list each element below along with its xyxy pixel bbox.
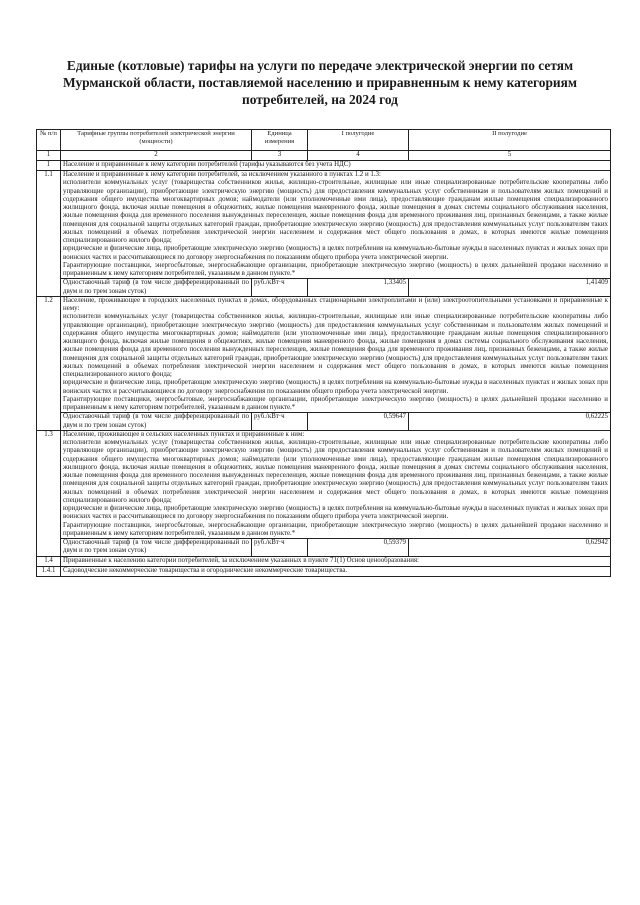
header-h1: I полугодие	[308, 130, 409, 151]
table-row	[37, 430, 611, 538]
description-paragraph: Гарантирующие поставщики, энергосбытовые, энергоснабжающие организации, приобретающие электрическую энергию (мощность) в целях дальнейшей продажи населению и приравненным к нему категориям потребителей, указанным в данном пункте.*	[63, 395, 608, 411]
description-paragraph: Население, проживающее в сельских населенных пунктах и приравненные к ним:	[63, 430, 305, 438]
index-cell: 1	[37, 151, 61, 161]
header-unit: Единица измерения	[252, 130, 308, 151]
row-number: 1.4.1	[37, 566, 61, 576]
tariff-row	[37, 279, 611, 297]
description-paragraph: юридические и физические лица, приобретающие электрическую энергию (мощность) в целях потребления на коммунально-бытовые нужды в населенных пунктах и жилых зонах при воинских частях и рассчитывающиеся по договору энергоснабжения по показаниям общего прибора учета электрической энергии.	[63, 379, 608, 395]
tariff-type: Одноставочный тариф (в том числе дифференцированный по двум и по трем зонам суток)	[61, 279, 252, 297]
description-paragraph: Население и приравненные к нему категории потребителей, за исключением указанного в пунктах 1.2 и 1.3:	[63, 171, 381, 178]
description-paragraph: юридические и физические лица, приобретающие электрическую энергию (мощность) в целях потребления на коммунально-бытовые нужды в населенных пунктах и жилых зонах при воинских частях и рассчитывающиеся по договору энергоснабжения по показаниям общего прибора учета электрической энергии.	[63, 505, 608, 521]
row-description: Приравненные к населению категории потребителей, за исключением указанных в пункте 71(1) Основ ценообразования:	[61, 556, 611, 566]
table-row	[37, 296, 611, 413]
tariff-type: Одноставочный тариф (в том числе дифференцированный по двум и по трем зонам суток)	[61, 539, 252, 557]
value-h2: 0,62942	[409, 539, 611, 557]
row-description	[61, 430, 611, 538]
row-number: 1	[37, 161, 61, 171]
section-text: Население и приравненные к нему категории потребителей (тарифы указываются без учета НДС)	[61, 161, 611, 171]
section-row	[37, 161, 611, 171]
description-paragraph: исполнители коммунальных услуг (товарищества собственников жилья, жилищно-строительные, жилищные или иные специализированные потребительские кооперативы либо управляющие организации), приобретающие электрическую энергию (мощность) для предоставления коммунальных услуг собственникам и пользователям жилых помещений и содержания общего имущества многоквартирных домов; наймодатели (или уполномоченные ими лица), предоставляющие гражданам жилые помещения специализированного жилищного фонда, включая жилые помещения в общежитиях, жилые помещения маневренного фонда, жилые помещения в домах системы социального обслуживания населения, жилые помещения фонда для временного поселения вынужденных переселенцев, жилые помещения фонда для временного проживания лиц, признанных беженцами, а также жилые помещения для социальной защиты отдельных категорий граждан, приобретающие электрическую энергию (мощность) для предоставления коммунальных услуг пользователям таких жилых помещений в объемах потребления электрической энергии населением и содержания мест общего пользования в домах, в которых имеются жилые помещения специализированного жилого фонда;	[63, 179, 608, 244]
header-h2: II полугодие	[409, 130, 611, 151]
row-number: 1.4	[37, 556, 61, 566]
tariff-table	[36, 129, 611, 577]
page-title: Единые (котловые) тарифы на услуги по передаче электрической энергии по сетям Мурманской области, поставляемой населению и приравненным к нему категориям потребителей, на 2024 год	[62, 58, 578, 107]
row-description	[61, 171, 611, 279]
tariff-row	[37, 413, 611, 431]
unit-cell: руб./кВт·ч	[252, 539, 308, 557]
value-h1: 0,59647	[308, 413, 409, 431]
value-h1: 0,59379	[308, 539, 409, 557]
row-description: Садоводческие некоммерческие товарищества и огороднические некоммерческие товарищества.	[61, 566, 611, 576]
description-paragraph: Гарантирующие поставщики, энергосбытовые, энергоснабжающие организации, приобретающие электрическую энергию (мощность) в целях дальнейшей продажи населению и приравненным к нему категориям потребителей, указанным в данном пункте.*	[63, 521, 608, 537]
index-cell: 5	[409, 151, 611, 161]
description-paragraph: юридические и физические лица, приобретающие электрическую энергию (мощность) в целях потребления на коммунально-бытовые нужды в населенных пунктах и жилых зонах при воинских частях и рассчитывающиеся по договору энергоснабжения по показаниям общего прибора учета электрической энергии.	[63, 245, 608, 261]
header-row	[37, 130, 611, 151]
header-num: № п/п	[37, 130, 61, 151]
index-cell: 3	[252, 151, 308, 161]
value-h1: 1,33405	[308, 279, 409, 297]
unit-cell: руб./кВт·ч	[252, 279, 308, 297]
index-cell: 2	[61, 151, 252, 161]
value-h2: 0,62225	[409, 413, 611, 431]
unit-cell: руб./кВт·ч	[252, 413, 308, 431]
table-row	[37, 566, 611, 576]
tariff-row	[37, 539, 611, 557]
description-paragraph: Гарантирующие поставщики, энергосбытовые, энергоснабжающие организации, приобретающие электрическую энергию (мощность) в целях дальнейшей продажи населению и приравненным к нему категориям потребителей, указанным в данном пункте.*	[63, 261, 608, 277]
value-h2: 1,41409	[409, 279, 611, 297]
table-row	[37, 171, 611, 279]
description-paragraph: исполнители коммунальных услуг (товарищества собственников жилья, жилищно-строительные, жилищные или иные специализированные потребительские кооперативы либо управляющие организации), приобретающие электрическую энергию (мощность) для предоставления коммунальных услуг собственникам и пользователям жилых помещений и содержания общего имущества многоквартирных домов; наймодатели (или уполномоченные ими лица), предоставляющие гражданам жилые помещения специализированного жилищного фонда, включая жилые помещения в общежитиях, жилые помещения маневренного фонда, жилые помещения в домах системы социального обслуживания населения, жилые помещения фонда для временного поселения вынужденных переселенцев, жилые помещения фонда для временного проживания лиц, признанных беженцами, а также жилые помещения для социальной защиты отдельных категорий граждан, приобретающие электрическую энергию (мощность) для предоставления коммунальных услуг пользователям таких жилых помещений в объемах потребления электрической энергии населением и содержания мест общего пользования в домах, в которых имеются жилые помещения специализированного жилого фонда;	[63, 313, 608, 378]
description-paragraph: исполнители коммунальных услуг (товарищества собственников жилья, жилищно-строительные, жилищные или иные специализированные потребительские кооперативы либо управляющие организации), приобретающие электрическую энергию (мощность) для предоставления коммунальных услуг собственникам и пользователям жилых помещений и содержания общего имущества многоквартирных домов; наймодатели (или уполномоченные ими лица), предоставляющие гражданам жилые помещения специализированного жилищного фонда, включая жилые помещения в общежитиях, жилые помещения маневренного фонда, жилые помещения в домах системы социального обслуживания населения, жилые помещения фонда для временного поселения вынужденных переселенцев, жилые помещения фонда для временного проживания лиц, признанных беженцами, а также жилые помещения для социальной защиты отдельных категорий граждан, приобретающие электрическую энергию (мощность) для предоставления коммунальных услуг пользователям таких жилых помещений в объемах потребления электрической энергии населением и содержания мест общего пользования в домах, в которых имеются жилые помещения специализированного жилого фонда;	[63, 439, 608, 504]
row-description	[61, 296, 611, 413]
tariff-type: Одноставочный тариф (в том числе дифференцированный по двум и по трем зонам суток)	[61, 413, 252, 431]
row-number: 1.1	[37, 171, 61, 297]
description-paragraph: Население, проживающее в городских населенных пунктах в домах, оборудованных стационарными электроплитами и (или) электроотопительными установками и приравненные к нему:	[63, 296, 608, 312]
table-row	[37, 556, 611, 566]
row-number: 1.2	[37, 296, 61, 430]
header-group: Тарифные группы потребителей электрической энергии (мощности)	[61, 130, 252, 151]
column-index-row	[37, 151, 611, 161]
row-number: 1.3	[37, 430, 61, 556]
index-cell: 4	[308, 151, 409, 161]
